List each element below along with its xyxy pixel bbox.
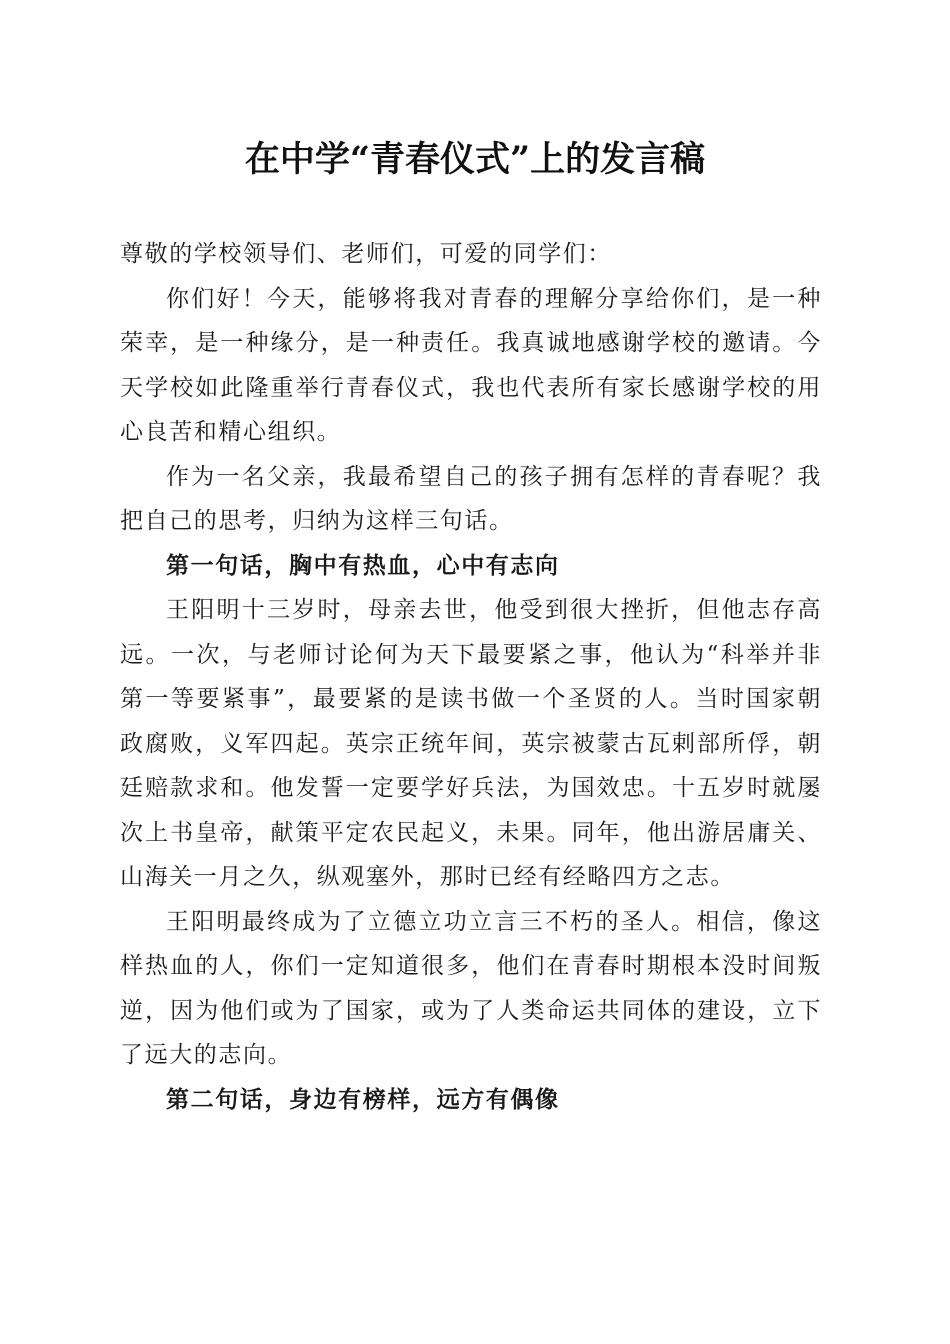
salutation: 尊敬的学校领导们、老师们，可爱的同学们：: [120, 241, 612, 267]
document-title: 在中学“青春仪式”上的发言稿: [244, 139, 706, 180]
paragraph-wang-yangming-story: 王阳明十三岁时，母亲去世，他受到很大挫折，但他志存高远。一次，与老师讨论何为天下最要紧之事，他认为“科举并非第一等要紧事”，最要紧的是读书做一个圣贤的人。当时国家朝政腐败，义军四起。英宗正统年间，英宗被蒙古瓦剌部所俘，朝廷赔款求和。他发誓一定要学好兵法，为国效忠。十五岁时就屡次上书皇帝，献策平定农民起义，未果。同年，他出游居庸关、山海关一月之久，纵观塞外，那时已经有经略四方之志。: [120, 597, 822, 890]
document-body: [120, 232, 822, 1122]
section-heading-first: 第一句话，胸中有热血，心中有志向: [166, 551, 560, 579]
section-heading-second: 第二句话，身边有榜样，远方有偶像: [166, 1085, 560, 1113]
paragraph-greeting: 你们好！今天，能够将我对青春的理解分享给你们，是一种荣幸，是一种缘分，是一种责任。我真诚地感谢学校的邀请。今天学校如此隆重举行青春仪式，我也代表所有家长感谢学校的用心良苦和精心组织。: [120, 285, 822, 445]
paragraph-intro: 作为一名父亲，我最希望自己的孩子拥有怎样的青春呢？我把自己的思考，归纳为这样三句话。: [120, 463, 822, 534]
paragraph-wang-yangming-conclusion: 王阳明最终成为了立德立功立言三不朽的圣人。相信，像这样热血的人，你们一定知道很多，他们在青春时期根本没时间叛逆，因为他们或为了国家，或为了人类命运共同体的建设，立下了远大的志向。: [120, 908, 822, 1068]
